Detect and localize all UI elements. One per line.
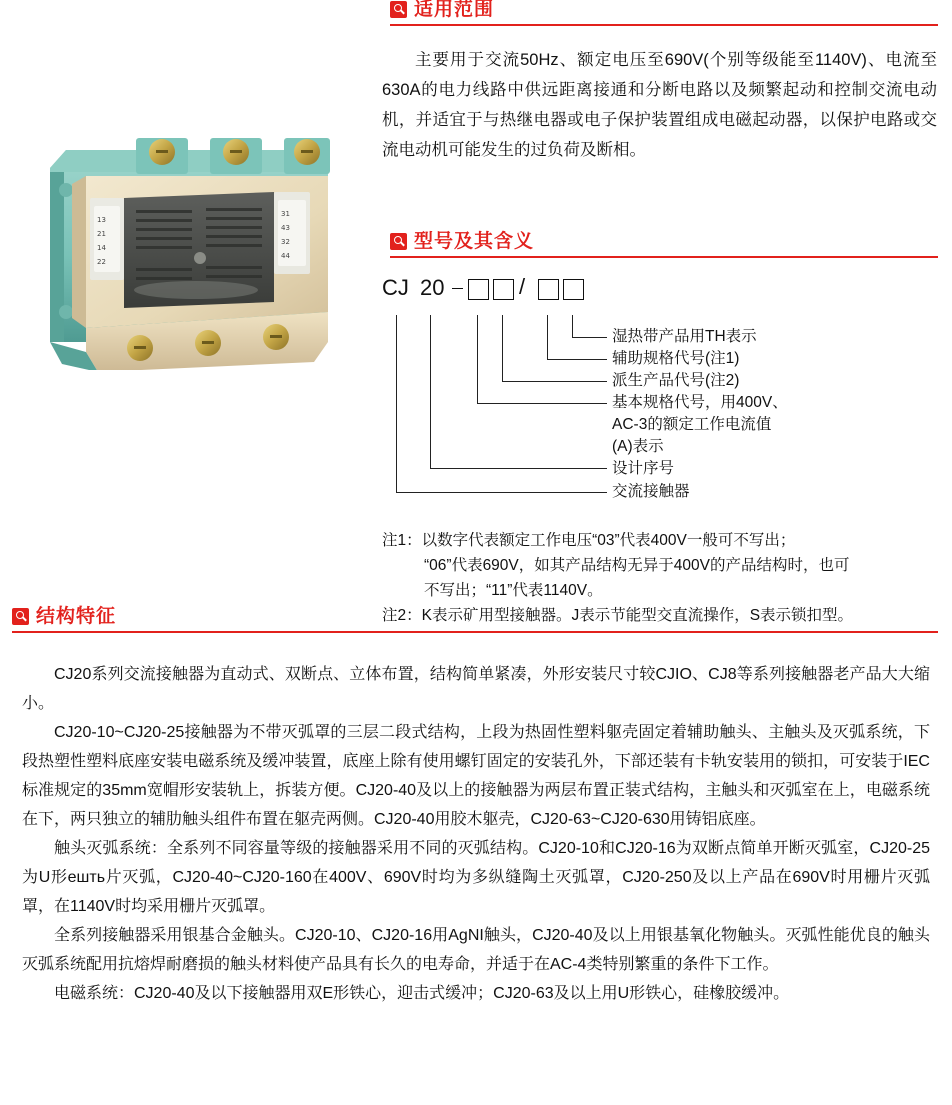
structure-paragraph-4: 全系列接触器采用银基合金触头。CJ20-10、CJ20-16用AgNI触头，CJ20-40及以上用银基氧化物触头。灭弧性能优良的触头灭弧系统配用抗熔焊耐磨损的触头材料使产品具有长久的电寿命，并适于在AC-4类特别繁重的条件下工作。 [22,927,930,973]
svg-text:43: 43 [281,224,290,232]
leader-h-5 [430,468,607,469]
model-label-2: 派生产品代号(注2) [612,372,740,389]
model-label-4: AC-3的额定工作电流值 [612,416,772,433]
leader-v-3 [502,315,503,381]
model-code-separator: / [519,274,526,299]
model-label-7: 交流接触器 [612,483,690,500]
leader-h-3 [502,381,607,382]
model-code-row [382,275,942,315]
model-note-1-cont-a: “06”代表690V，如其产品结构无异于400V的产品结构时，也可 [424,557,850,574]
leader-v-6 [396,315,397,492]
model-code-prefix: CJ [382,275,409,300]
leader-h-6 [396,492,607,493]
model-code-box-2 [493,279,514,300]
section-heading-structure [12,607,116,626]
model-label-5: (A)表示 [612,438,664,455]
scope-paragraph: 主要用于交流50Hz、额定电压至690V(个别等级能至1140V)、电流至630A的电力线路中供远距离接通和分断电路以及频繁起动和控制交流电动机，并适宜于与热继电器或电子保护装置组成电磁起动器，以保护电路或交流电动机可能发生的过负荷及断相。 [382,51,937,159]
section-rule-scope [390,24,938,26]
leader-v-5 [430,315,431,468]
search-badge-icon [390,233,407,250]
model-note-1: 注1：以数字代表额定工作电压“03”代表400V一般可不写出； [382,532,796,549]
product-photo-contactor [28,80,358,370]
leader-h-4 [477,403,607,404]
svg-text:14: 14 [97,244,106,252]
model-code-dash [452,288,463,289]
leader-h-2 [547,359,607,360]
leader-v-4 [477,315,478,403]
model-label-0: 湿热带产品用TH表示 [612,328,757,345]
structure-paragraph-5: 电磁系统：CJ20-40及以下接触器用双E形铁心，迎击式缓冲；CJ20-63及以上用U形铁心，硅橡胶缓冲。 [54,985,790,1002]
model-label-6: 设计序号 [612,460,675,477]
leader-v-1 [572,315,573,337]
model-note-1-cont-b: 不写出；“11”代表1140V。 [424,582,603,599]
section-heading-scope [390,0,494,19]
svg-text:13: 13 [97,216,106,224]
section-heading-model [390,232,534,251]
model-code-box-1 [468,279,489,300]
svg-text:21: 21 [97,230,106,238]
section-rule-structure [12,631,938,633]
model-note-2: 注2：K表示矿用型接触器。J表示节能型交直流操作，S表示锁扣型。 [382,607,854,624]
search-badge-icon [12,608,29,625]
model-code-design-no: 20 [420,275,445,300]
section-title-model: 型号及其含义 [414,231,535,252]
model-code-box-3 [538,279,559,300]
structure-paragraph-3: 触头灭弧系统：全系列不同容量等级的接触器采用不同的灭弧结构。CJ20-10和CJ20-16为双断点简单开断灭弧室，CJ20-25为U形ешть片灭弧，CJ20-40~CJ20-160在400V、690V时均为多纵缝陶土灭弧罩，CJ20-250及以上产品在690V时用栅片灭弧罩，在1140V时均采用栅片灭弧罩。 [22,840,930,915]
model-designation-diagram [382,274,942,500]
model-notes [382,528,942,628]
structure-body [22,660,930,1008]
model-code-box-4 [563,279,584,300]
svg-text:44: 44 [281,252,290,260]
model-label-1: 辅助规格代号(注1) [612,350,740,367]
leader-v-2 [547,315,548,359]
svg-text:31: 31 [281,210,290,218]
leader-h-1 [572,337,607,338]
svg-text:22: 22 [97,258,106,266]
section-title-structure: 结构特征 [36,606,117,627]
structure-paragraph-1: CJ20系列交流接触器为直动式、双断点、立体布置，结构简单紧凑，外形安装尺寸较CJIO、CJ8等系列接触器老产品大大缩小。 [22,666,930,712]
model-label-3: 基本规格代号，用400V、 [612,394,788,411]
structure-paragraph-2: CJ20-10~CJ20-25接触器为不带灭弧罩的三层二段式结构，上段为热固性塑料躯壳固定着辅助触头、主触头及灭弧系统，下段热塑性塑料底座安装电磁系统及缓冲装置，底座上除有使用螺钉固定的安装孔外，下部还装有卡轨安装用的锁扣，可安装于IEC标准规定的35mm宽帽形安装轨上，拆装方便。CJ20-40及以上的接触器为两层布置正装式结构，主触头和灭弧室在上，电磁系统在下，两只独立的辅肋触头组件布置在躯壳两侧。CJ20-40用胶木躯壳，CJ20-63~CJ20-630用铸铝底座。 [22,724,930,828]
model-leader-lines [382,315,942,500]
search-badge-icon [390,1,407,18]
section-title-scope: 适用范围 [414,0,495,20]
section-rule-model [390,256,938,258]
svg-text:32: 32 [281,238,290,246]
